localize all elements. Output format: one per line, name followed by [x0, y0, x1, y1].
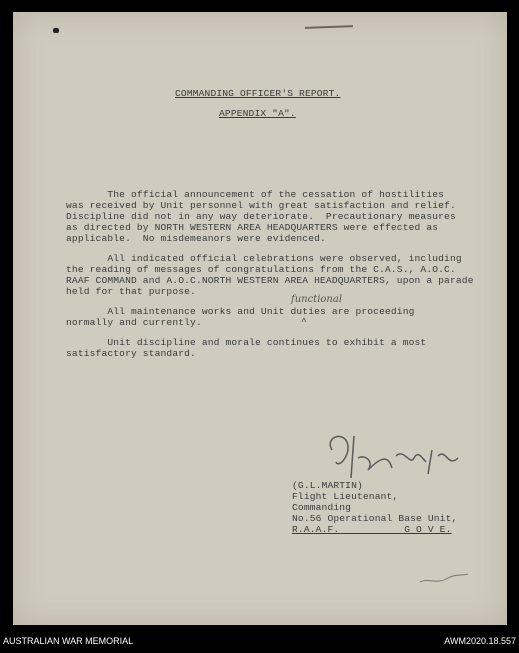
paragraph-3-line-2: normally and currently.	[66, 317, 202, 328]
footer-institution: AUSTRALIAN WAR MEMORIAL	[3, 636, 134, 646]
signature-location: R.A.A.F. G O V E.	[292, 524, 452, 535]
paragraph-3-line-1: All maintenance works and Unit duties are proceeding	[66, 306, 415, 317]
paragraph-2-line-4: held for that purpose.	[66, 286, 196, 297]
paragraph-2-line-3: RAAF COMMAND and A.O.C.NORTH WESTERN AREA HEADQUARTERS, upon a parade	[66, 275, 474, 286]
paragraph-1-line-1: The official announcement of the cessation of hostilities	[66, 189, 445, 200]
insertion-caret: ^	[301, 316, 307, 327]
signature-rank: Flight Lieutenant,	[292, 491, 399, 502]
paragraph-2-line-1: All indicated official celebrations were observed, including	[66, 253, 462, 264]
footer-accession-number: AWM2020.18.557	[444, 636, 516, 646]
paragraph-1-line-2: was received by Unit personnel with great satisfaction and relief.	[66, 200, 456, 211]
punch-mark	[53, 28, 59, 33]
handwritten-signature	[318, 428, 478, 488]
paragraph-2-line-2: the reading of messages of congratulations from the C.A.S., A.O.C.	[66, 264, 456, 275]
pencil-mark	[418, 570, 473, 586]
footer-bar	[0, 627, 519, 653]
appendix-title: APPENDIX "A".	[219, 108, 296, 119]
report-heading: COMMANDING OFFICER'S REPORT.	[175, 88, 341, 99]
signature-unit: No.56 Operational Base Unit,	[292, 513, 458, 524]
paragraph-1-line-5: applicable. No misdemeanors were evidenced.	[66, 233, 326, 244]
paragraph-4-line-2: satisfactory standard.	[66, 348, 196, 359]
paragraph-1-line-4: as directed by NORTH WESTERN AREA HEADQUARTERS were effected as	[66, 222, 439, 233]
paragraph-4-line-1: Unit discipline and morale continues to exhibit a most	[66, 337, 427, 348]
staple-mark	[305, 25, 353, 29]
paragraph-1-line-3: Discipline did not in any way deteriorate. Precautionary measures	[66, 211, 456, 222]
signature-role: Commanding	[292, 502, 352, 513]
handwritten-insert: functional	[291, 294, 343, 305]
signature-name: (G.L.MARTIN)	[292, 480, 363, 491]
